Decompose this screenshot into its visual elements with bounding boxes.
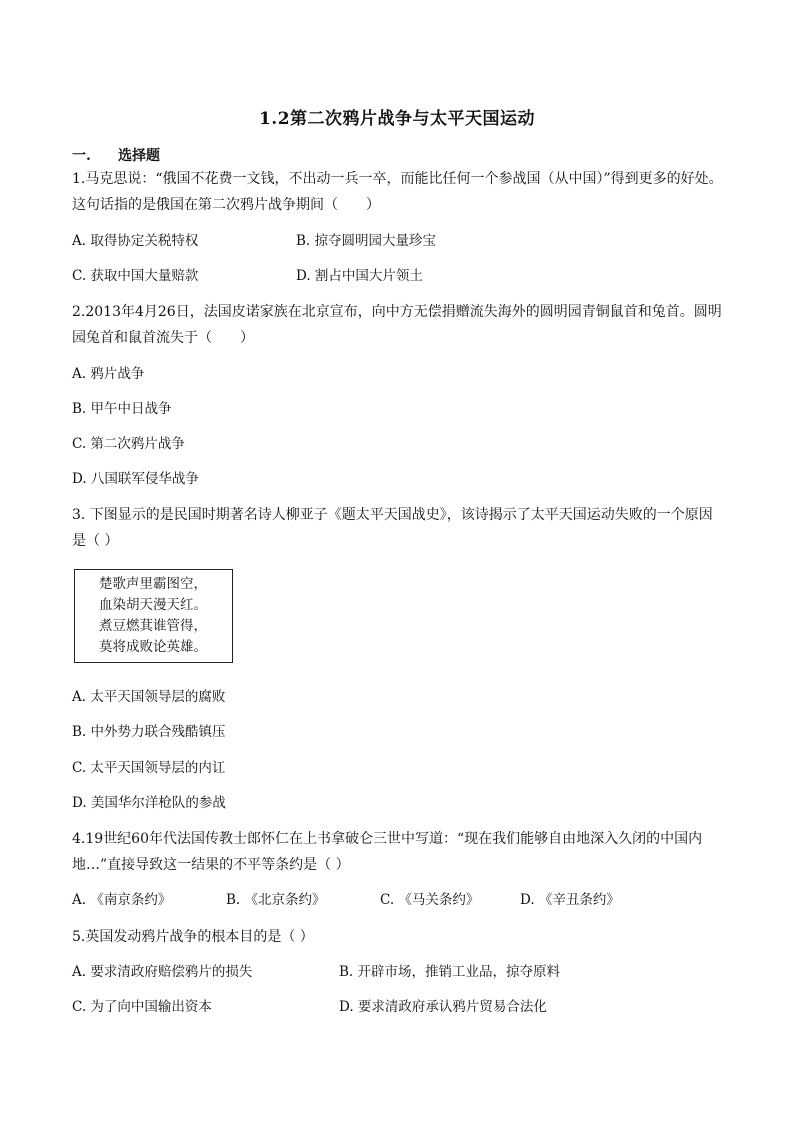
page-title: 1.2第二次鸦片战争与太平天国运动 <box>258 109 536 129</box>
q2-option-c: C. 第二次鸦片战争 <box>72 436 185 452</box>
poem-line-4: 莫将成败论英雄。 <box>99 639 207 655</box>
q1-option-d: D. 割占中国大片领土 <box>296 268 423 284</box>
q3-option-d: D. 美国华尔洋枪队的参战 <box>72 795 226 811</box>
question-2-stem: 2.2013年4月26日，法国皮诺家族在北京宣布，向中方无偿捐赠流失海外的圆明园青铜鼠首和兔首。圆明园兔首和鼠首流失于（ ） <box>72 304 722 346</box>
q2-option-a: A. 鸦片战争 <box>72 366 145 382</box>
q2-option-d: D. 八国联军侵华战争 <box>72 471 199 487</box>
poem-box <box>74 569 233 663</box>
q1-option-b: B. 掠夺圆明园大量珍宝 <box>296 233 437 249</box>
q5-option-a: A. 要求清政府赔偿鸦片的损失 <box>72 964 253 980</box>
q3-option-a: A. 太平天国领导层的腐败 <box>72 689 226 705</box>
q4-option-a: A. 《南京条约》 <box>72 892 172 908</box>
q5-option-b: B. 开辟市场，推销工业品，掠夺原料 <box>339 964 561 980</box>
section-heading <box>72 145 160 165</box>
poem-line-3: 煮豆燃萁谁管得， <box>99 618 207 634</box>
poem-line-2: 血染胡天漫天红。 <box>99 597 207 613</box>
q3-option-c: C. 太平天国领导层的内讧 <box>72 760 226 776</box>
question-1-stem: 1.马克思说：“俄国不花费一文钱，不出动一兵一卒，而能比任何一个参战国（从中国）”得到更多的好处。这句话指的是俄国在第二次鸦片战争期间（ ） <box>72 171 723 213</box>
q4-option-b: B. 《北京条约》 <box>226 892 326 908</box>
poem-line-1: 楚歌声里霸图空， <box>99 576 207 592</box>
q1-option-a: A. 取得协定关税特权 <box>72 233 199 249</box>
section-number: 一. <box>72 148 91 164</box>
q3-option-b: B. 中外势力联合残酷镇压 <box>72 724 226 740</box>
question-3-stem: 3. 下图显示的是民国时期著名诗人柳亚子《题太平天国战史》，该诗揭示了太平天国运动失败的一个原因是（ ） <box>72 507 713 549</box>
q4-option-d: D. 《辛丑条约》 <box>520 892 620 908</box>
question-5-stem: 5.英国发动鸦片战争的根本目的是（ ） <box>72 929 314 945</box>
q5-option-c: C. 为了向中国输出资本 <box>72 999 212 1015</box>
section-label: 选择题 <box>118 148 160 164</box>
q1-option-c: C. 获取中国大量赔款 <box>72 268 199 284</box>
q2-option-b: B. 甲午中日战争 <box>72 401 172 417</box>
question-4-stem: 4.19世纪60年代法国传教士郎怀仁在上书拿破仑三世中写道：“现在我们能够自由地深入久闭的中国内地…”直接导致这一结果的不平等条约是（ ） <box>72 831 703 873</box>
q4-option-c: C. 《马关条约》 <box>380 892 480 908</box>
q5-option-d: D. 要求清政府承认鸦片贸易合法化 <box>339 999 547 1015</box>
